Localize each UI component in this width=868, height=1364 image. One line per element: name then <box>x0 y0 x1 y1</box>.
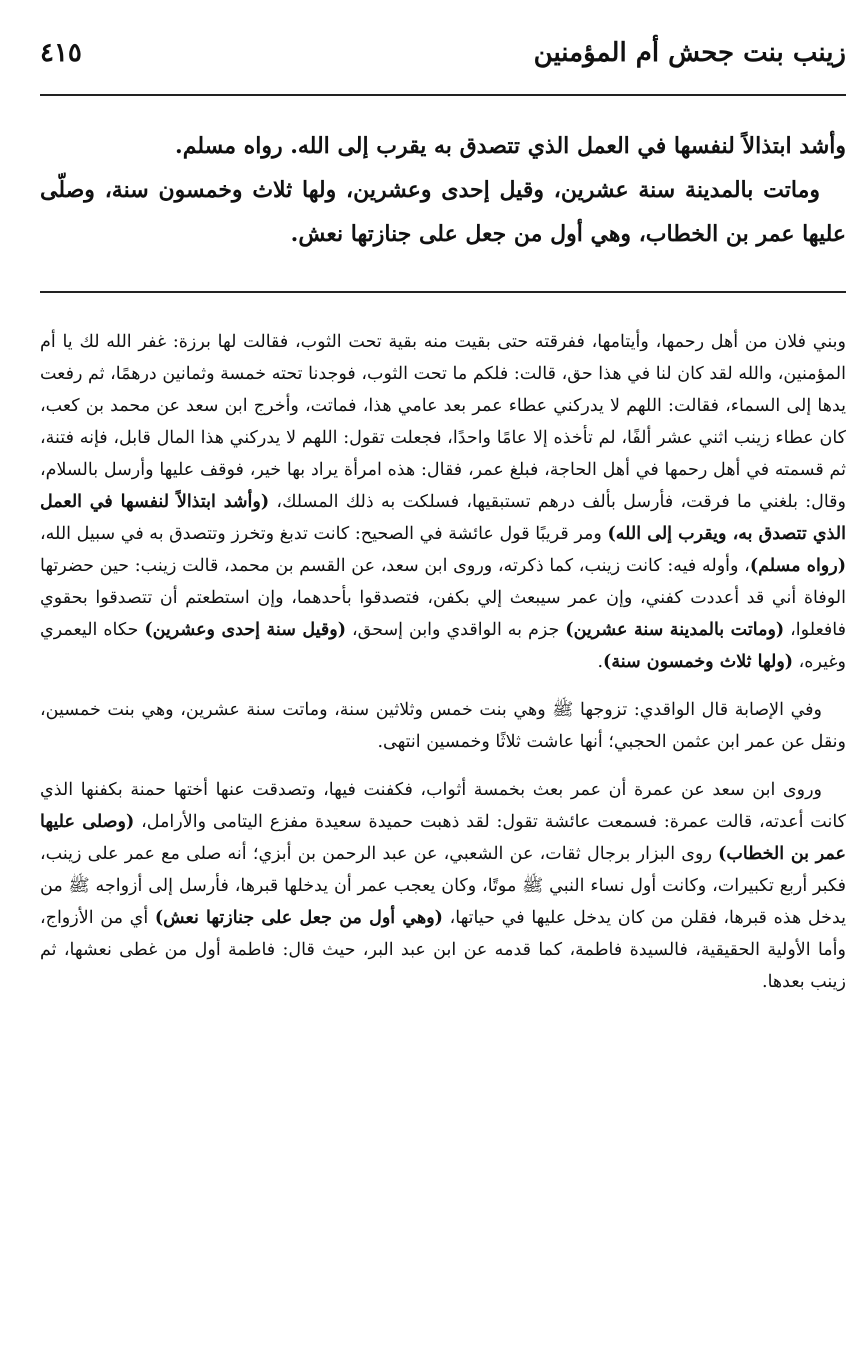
quoted-matn: (وقيل سنة إحدى وعشرين) <box>144 620 346 640</box>
quoted-matn: (وأشد ابتذالاً لنفسها في العمل الذي تتصدق به، ويقرب إلى الله) <box>40 492 846 544</box>
commentary <box>40 326 846 998</box>
main-text-line: وأشد ابتذالاً لنفسها في العمل الذي تتصدق به يقرب إلى الله. رواه مسلم. <box>175 133 846 159</box>
page-header <box>40 38 846 78</box>
commentary-text: وبني فلان من أهل رحمها، وأيتامها، ففرقته حتى بقيت منه بقية تحت الثوب، فقالت لها برزة: غفر الله لك يا أم المؤمنين، والله لقد كان لنا في هذا حق، قالت: فلكم ما تحت الثوب، فوجدنا تحته خمسة وثمانين درهمًا، ثم رفعت يدها إلى السماء، فقالت: اللهم لا يدركني عطاء عمر بعد عامي هذا، فماتت، وأخرج ابن سعد عن محمد بن كعب، كان عطاء زينب اثني عشر ألفًا، لم تأخذه إلا عامًا واحدًا، فجعلت تقول: اللهم لا يدركني هذا المال قابل، فإنه فتنة، ثم قسمته في أهل رحمها في أهل الحاجة، فبلغ عمر، فقال: هذه امرأة يراد بها خير، فوقف عليها وأرسل بالسلام، وقال: بلغني ما فرقت، فأرسل بألف درهم تستبقيها، فسلكت به ذلك المسلك، <box>40 332 846 512</box>
quoted-matn: (وماتت بالمدينة سنة عشرين) <box>565 620 785 640</box>
running-title: زينب بنت جحش أم المؤمنين <box>533 38 846 68</box>
commentary-text: حكاه اليعمري وغيره، <box>40 620 846 672</box>
commentary-text: جزم به الواقدي وابن إسحق، <box>345 620 566 640</box>
commentary-paragraph-3 <box>40 774 846 998</box>
commentary-text: وروى ابن سعد عن عمرة أن عمر بعث بخمسة أثواب، فكفنت فيها، وتصدقت عنها أختها حمنة بكفنها الذي كانت أعدته، قالت عمرة: فسمعت عائشة تقول: لقد ذهبت حميدة سعيدة مفزع اليتامى والأرامل، <box>40 780 846 832</box>
commentary-text: روى البزار برجال ثقات، عن الشعبي، عن عبد الرحمن بن أبزي؛ أنه صلى مع عمر على زينب، فكبر أربع تكبيرات، وكانت أول نساء النبي ﷺ موتًا، وكان يعجب عمر أن يدخلها قبرها، فأرسل إلى أزواجه ﷺ من يدخل هذه قبرها، فقلن من كان يدخل عليها في حياتها، <box>40 844 847 928</box>
quoted-matn: (وصلى عليها عمر بن الخطاب) <box>40 812 846 864</box>
main-text <box>40 124 846 256</box>
quoted-matn: (رواه مسلم) <box>749 556 846 576</box>
page-number: ٤١٥ <box>40 38 82 68</box>
commentary-text: . <box>597 652 604 672</box>
commentary-text: ، وأوله فيه: كانت زينب، كما ذكرته، وروى ابن سعد، عن القسم بن محمد، قالت زينب: حين حضرتها الوفاة أني قد أعددت كفني، وإن عمر سيبعث إلي بكفن، فتصدقوا بأحدهما، وإن استطعتم أن تتصدقوا بحقوي فافعلوا، <box>40 556 846 640</box>
main-text-paragraph: وماتت بالمدينة سنة عشرين، وقيل إحدى وعشرين، ولها ثلاث وخمسون سنة، وصلّى عليها عمر بن الخطاب، وهي أول من جعل على جنازتها نعش. <box>40 177 846 247</box>
commentary-text: ومر قريبًا قول عائشة في الصحيح: كانت تدبغ وتخرز وتتصدق به في سبيل الله، <box>40 524 608 544</box>
quoted-matn: (ولها ثلاث وخمسون سنة) <box>603 652 794 672</box>
commentary-text: أي من الأزواج، وأما الأولية الحقيقية، فالسيدة فاطمة، كما قدمه عن ابن عبد البر، حيث قال: فاطمة أول من غطى نعشها، ثم زينب بعدها. <box>40 908 846 992</box>
header-rule <box>40 94 846 96</box>
quoted-matn: (وهي أول من جعل على جنازتها نعش) <box>154 908 443 928</box>
commentary-paragraph-1 <box>40 326 846 678</box>
commentary-separator <box>40 291 846 293</box>
commentary-paragraph-2: وفي الإصابة قال الواقدي: تزوجها ﷺ وهي بنت خمس وثلاثين سنة، وماتت سنة عشرين، وهي بنت خمسين، ونقل عن عمر ابن عثمن الحجبي؛ أنها عاشت ثلاثًا وخمسين انتهى. <box>40 700 846 752</box>
